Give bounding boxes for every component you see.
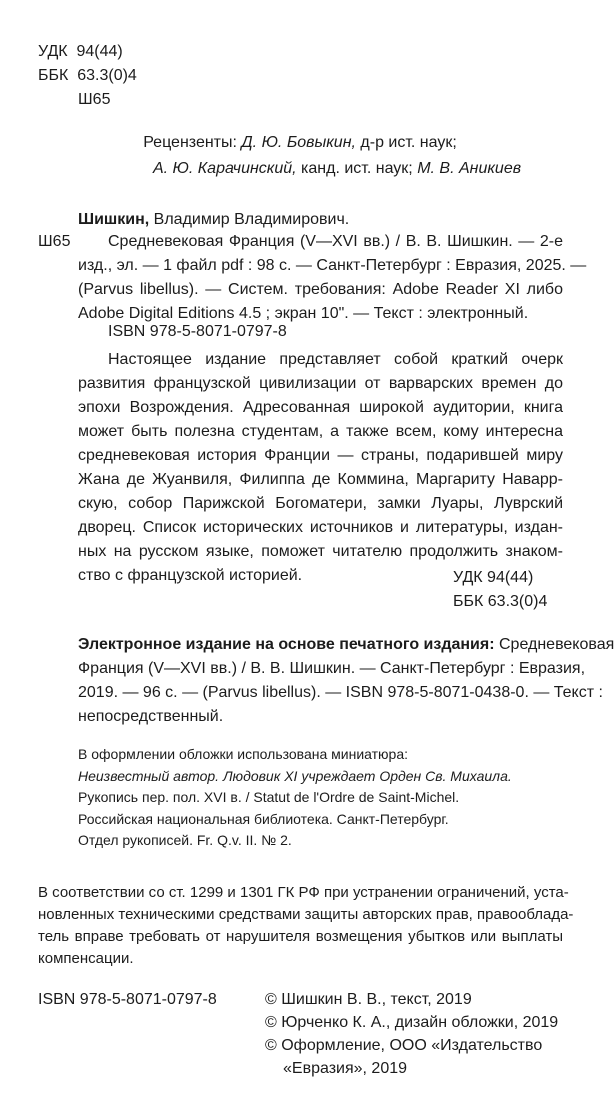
reviewers-line-1: Рецензенты: Д. Ю. Бовыкин, д-р ист. наук;: [143, 134, 457, 151]
footer-isbn: ISBN 978-5-8071-0797-8: [38, 991, 217, 1008]
legal-notice: В соответствии со ст. 1299 и 1301 ГК РФ при устранении ограничений, уста- новленных техническими средствами защиты авторских прав, правообладa- тель вправе требовать от нарушителя возмещения убытков или выплаты компенсации.: [38, 884, 574, 967]
catalog-description: Средневековая Франция (V—XVI вв.) / В. В. Шишкин. — 2-е изд., эл. — 1 файл pdf : 98 с. — Санкт-Петербург : Евразия, 2025. — (Parvus libellus). — Систем. требования: Adobe Reader XI либо Adobe Digital Editions 4.5 ; экран 10". — Текст : электронный.: [78, 233, 587, 322]
catalog-author: Шишкин, Владимир Владимирович.: [78, 211, 350, 228]
classification-block: [38, 40, 137, 112]
catalog-isbn: ISBN 978-5-8071-0797-8: [108, 323, 287, 340]
copyright-lines: © Шишкин В. В., текст, 2019 © Юрченко К. А., дизайн обложки, 2019 © Оформление, ООО «Издательство «Евразия», 2019: [265, 991, 559, 1077]
reviewers-block: [0, 130, 600, 182]
print-basis: Электронное издание на основе печатного издания: Средневековая Франция (V—XVI вв.) / В. В. Шишкин. — Санкт-Петербург : Евразия, 2019. — 96 с. — (Parvus libellus). — ISBN 978-5-8071-0438-0. — Текст : непосредственный.: [78, 636, 614, 725]
print-basis-lead: Электронное издание на основе печатного издания:: [78, 636, 495, 653]
cover-note: В оформлении обложки использована миниатюра: Неизвестный автор. Людовик XI учреждает Орден Св. Михаила. Рукопись пер. пол. XVI в. / Statut de l'Ordre de Saint-Michel. Российская национальная библиотека. Санкт-Петербург. Отдел рукописей. Fr. Q.v. II. № 2.: [78, 746, 512, 848]
author-mark: Ш65: [78, 91, 111, 108]
classification-repeat: УДК 94(44) ББК 63.3(0)4: [453, 569, 548, 610]
bbk-line: ББК 63.3(0)4: [38, 67, 137, 84]
udk-line: УДК 94(44): [38, 43, 123, 60]
annotation: Настоящее издание представляет собой краткий очерк развития французской цивилизации от варварских времен до эпохи Возрождения. Адресованная широкой аудитории, книга может быть полезна студентам, а также всем, кому интересна средневековая история Франции — страны, подарившей миру Жана де Жуанвиля, Филиппа де Коммина, Маргариту Наварр- скую, собор Парижской Богоматери, замки Луары, Луврский дворец. Список исторических источников и литературы, издан- ных на русском языке, поможет читателю продолжить знаком- ство с французской историей.: [78, 351, 563, 584]
catalog-mark: Ш65: [38, 233, 71, 250]
miniature-title: Неизвестный автор. Людовик XI учреждает Орден Св. Михаила.: [78, 767, 512, 784]
author-surname: Шишкин,: [78, 211, 150, 228]
reviewers-line-2: А. Ю. Карачинский, канд. ист. наук; М. В. Аникиев: [152, 160, 522, 177]
